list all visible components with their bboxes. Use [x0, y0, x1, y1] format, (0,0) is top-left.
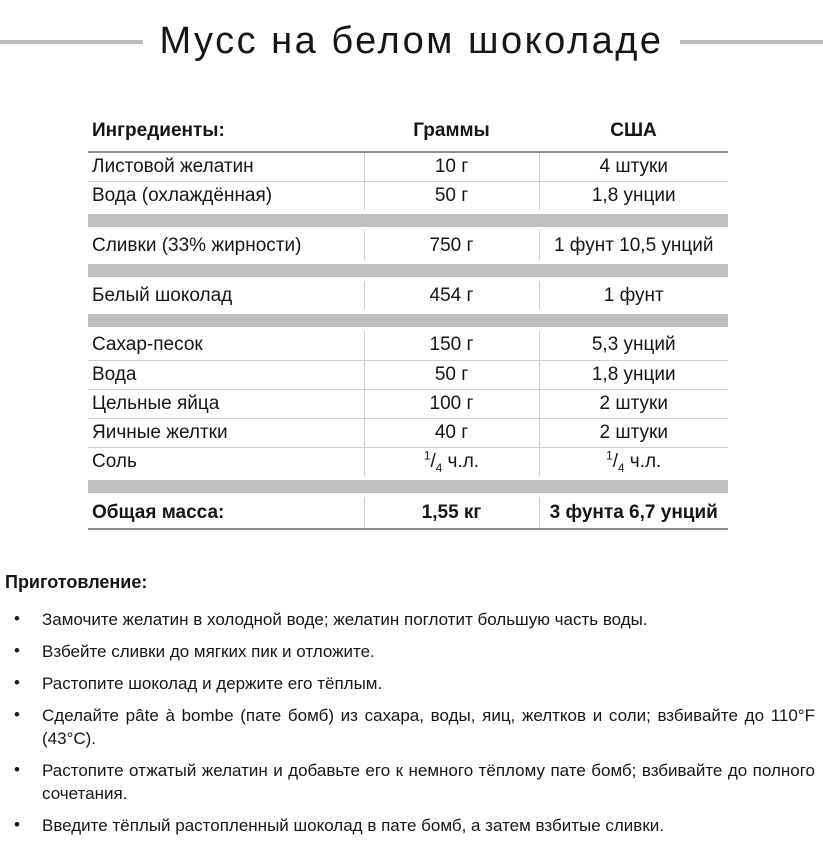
bullet-icon: •: [14, 704, 20, 724]
spacer-cell: [88, 260, 728, 281]
ingredients-table-header: [88, 116, 728, 152]
preparation-step: [5, 815, 815, 838]
table-row: [88, 360, 728, 389]
preparation-steps: [5, 609, 815, 838]
cell-grams: 100 г: [364, 389, 539, 418]
cell-ingredient: Вода: [88, 360, 364, 389]
cell-grams: 50 г: [364, 360, 539, 389]
ingredients-table-body: [88, 152, 728, 529]
step-text: Взбейте сливки до мягких пик и отложите.: [42, 641, 375, 661]
cell-grams: 10 г: [364, 152, 539, 181]
step-text: Введите тёплый растопленный шоколад в пате бомб, а затем взбитые сливки.: [42, 815, 664, 835]
cell-grams: 40 г: [364, 418, 539, 447]
spacer-cell: [88, 310, 728, 331]
table-row: [88, 418, 728, 447]
cell-us: 4 штуки: [539, 152, 728, 181]
title-row: [0, 20, 823, 63]
gray-divider-bar: [88, 314, 728, 327]
bullet-icon: •: [14, 814, 20, 834]
step-text: Растопите отжатый желатин и добавьте его к немного тёплому пате бомб; взбивайте до полного сочетания.: [42, 760, 815, 803]
page-title: Мусс на белом шоколаде: [159, 20, 664, 62]
cell-ingredient: Яичные желтки: [88, 418, 364, 447]
cell-grams: 50 г: [364, 181, 539, 210]
bullet-icon: •: [14, 609, 20, 628]
preparation-heading: Приготовление:: [5, 572, 148, 592]
table-row: [88, 331, 728, 360]
cell-us: 1 фунт: [539, 281, 728, 310]
cell-grams: $^1/_4$ ч.л.: [364, 447, 539, 476]
cell-ingredient: Вода (охлаждённая): [92, 184, 273, 206]
ingredients-table: [88, 116, 728, 530]
gray-divider-bar: [88, 214, 728, 227]
step-text: Сделайте pâte à bombe (пате бомб) из сахара, воды, яиц, желтков и соли; взбивайте до 110°F (43°C).: [42, 705, 815, 748]
preparation-step: [5, 673, 815, 696]
table-total-row: [88, 497, 728, 529]
header-grams: Граммы: [364, 116, 539, 152]
cell-us: $^1/_4$ ч.л.: [539, 447, 728, 476]
cell-grams: 454 г: [364, 281, 539, 310]
step-text: Замочите желатин в холодной воде; желатин поглотит большую часть воды.: [42, 610, 648, 629]
preparation-step: [5, 641, 815, 664]
preparation-section: [5, 572, 815, 838]
cell-us: 1 фунт 10,5 унций: [539, 231, 728, 260]
bullet-icon: •: [14, 672, 20, 692]
bullet-icon: •: [14, 759, 20, 779]
cell-grams: 1,55 кг: [364, 497, 539, 529]
cell-us: 5,3 унций: [539, 331, 728, 360]
preparation-step: [5, 609, 815, 632]
cell-ingredient: Белый шоколад: [92, 284, 233, 306]
title-rule-left: [0, 40, 143, 44]
table-spacer-row: [88, 476, 728, 497]
cell-us: 2 штуки: [539, 418, 728, 447]
spacer-cell: [88, 476, 728, 497]
header-us: США: [539, 116, 728, 152]
cell-ingredient: Соль: [92, 450, 137, 472]
preparation-step: [5, 705, 815, 751]
cell-us: 3 фунта 6,7 унций: [539, 497, 728, 529]
gray-divider-bar: [88, 480, 728, 493]
cell-grams: 150 г: [364, 331, 539, 360]
preparation-step: [5, 760, 815, 806]
cell-us: 1,8 унции: [539, 181, 728, 210]
table-header-row: [88, 116, 728, 152]
table-spacer-row: [88, 210, 728, 231]
table-row: [88, 281, 728, 310]
title-rule-right: [680, 40, 823, 44]
header-ingredients: Ингредиенты:: [88, 116, 364, 152]
cell-us: 2 штуки: [539, 389, 728, 418]
cell-grams: 750 г: [364, 231, 539, 260]
table-row: [88, 181, 728, 210]
gray-divider-bar: [88, 264, 728, 277]
table-spacer-row: [88, 260, 728, 281]
cell-us: 1,8 унции: [539, 360, 728, 389]
cell-ingredient: Общая масса:: [88, 497, 364, 529]
step-text: Растопите шоколад и держите его тёплым.: [42, 673, 383, 693]
spacer-cell: [88, 210, 728, 231]
table-row: [88, 152, 728, 181]
table-spacer-row: [88, 310, 728, 331]
table-row: [88, 231, 728, 260]
cell-ingredient: Листовой желатин: [88, 152, 364, 181]
bullet-icon: •: [14, 640, 20, 660]
cell-ingredient: Сливки (33% жирности): [92, 234, 302, 256]
cell-ingredient: Цельные яйца: [88, 389, 364, 418]
cell-ingredient: Сахар-песок: [88, 331, 364, 360]
table-row: [88, 447, 728, 476]
table-row: [88, 389, 728, 418]
